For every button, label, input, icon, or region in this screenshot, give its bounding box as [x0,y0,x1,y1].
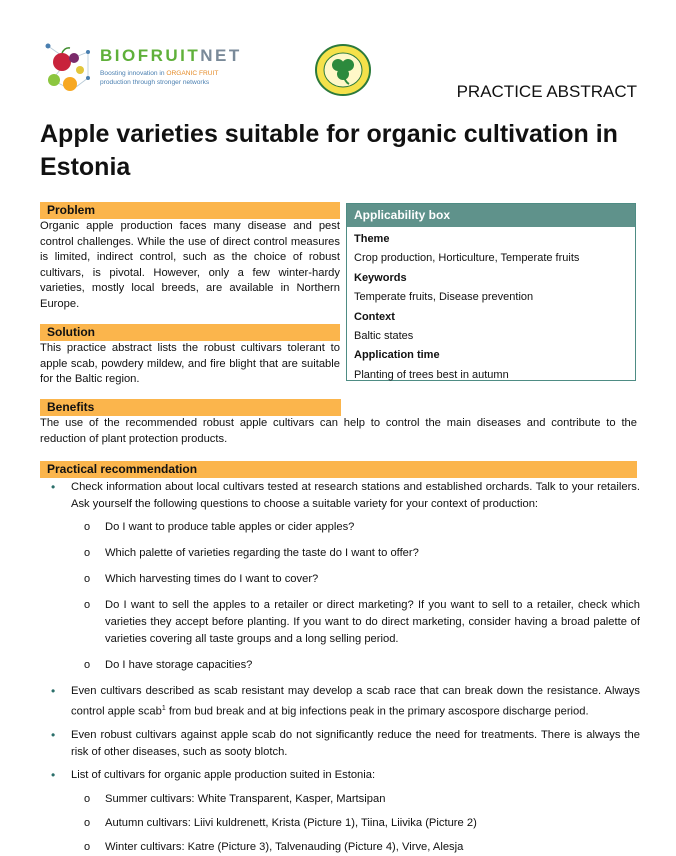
list-item [71,571,640,588]
problem-text: Organic apple production faces many disease and pest control challenges. While the use of direct control measures is limited, indirect control, such as the choice of robust cultivars, is pivotal. However, only a few winter-hardy varieties, mostly local breeds, are available in Northern Europe. [40,220,340,310]
question-text: Do I want to sell the apples to a retailer or direct marketing? If you want to sell to a retailer, check which varieties they accept before planting. If you want to do direct marketing, consider having a broad palette of varieties covering all taste groups and a long selling period. [105,599,640,645]
list-item [40,767,640,856]
logo-wordmark [100,46,242,66]
question-list [71,519,640,674]
cultivar-list [71,791,640,856]
bullet-icon: • [51,727,56,742]
scab-text-b: from bud break and at big infections peak in the primary ascospore discharge period. [165,705,589,718]
context-label: Context [354,310,395,323]
footnote-marker: 1 [161,705,166,712]
circle-bullet-icon: o [84,816,91,829]
logo-wordmark-bio: BIOFRUIT [100,46,201,65]
logo-tagline [100,69,250,87]
context-value: Baltic states [354,329,414,342]
problem-heading: Problem [40,202,340,219]
solution-text: This practice abstract lists the robust cultivars tolerant to apple scab, powdery mildew, and fire blight that are suitable for the Baltic region. [40,342,340,385]
question-text: Do I have storage capacities? [105,659,253,671]
robust-text: Even robust cultivars against apple scab do not significantly reduce the need for treatments. There is always the risk of other diseases, such as sooty blotch. [71,728,640,758]
bullet-icon: • [51,767,56,782]
circle-bullet-icon: o [84,521,91,533]
keywords-label: Keywords [354,271,407,284]
circle-bullet-icon: o [84,599,91,611]
list-item [71,815,640,832]
question-text: Which harvesting times do I want to cover? [105,573,319,585]
keywords-value: Temperate fruits, Disease prevention [354,291,534,304]
application-time-label: Application time [354,349,440,362]
circle-bullet-icon: o [84,792,91,805]
list-item [71,597,640,648]
question-text: Which palette of varieties regarding the taste do I want to offer? [105,547,419,559]
practical-intro: Check information about local cultivars tested at research stations and established orchards. Talk to your retailers. Ask yourself the following questions to choose a suitable variety for your context of production: [71,481,640,510]
circle-bullet-icon: o [84,573,91,585]
applicability-heading: Applicability box [347,204,635,227]
application-time-value: Planting of trees best in autumn [354,368,509,381]
list-item [40,479,640,674]
solution-heading: Solution [40,324,340,341]
logo-wordmark-net: NET [200,46,242,65]
organic-seal-icon [314,44,372,96]
cultivar-text: Summer cultivars: White Transparent, Kasper, Martsipan [105,792,386,805]
scab-text-a: Even cultivars described as scab resistant may develop a scab race that can break down the resistance. Always control apple scab [71,685,640,718]
benefits-text: The use of the recommended robust apple cultivars can help to control the main diseases and contribute to the reduction of plant protection products. [40,417,637,445]
applicability-box [346,203,636,381]
practical-heading: Practical recommendation [40,461,637,478]
cultivar-text: Winter cultivars: Katre (Picture 3), Talvenauding (Picture 4), Virve, Alesja [105,840,464,853]
theme-value: Crop production, Horticulture, Temperate fruits [354,252,580,265]
list-item [71,657,640,674]
biofruitnet-logo-icon [42,40,94,98]
practice-abstract-label: PRACTICE ABSTRACT [456,82,637,101]
practical-list [40,479,640,856]
list-item [71,519,640,536]
question-text: Do I want to produce table apples or cider apples? [105,521,355,533]
list-item [40,727,640,761]
bullet-icon: • [51,480,56,494]
circle-bullet-icon: o [84,659,91,671]
logo-tagline-c: production through stronger networks [100,79,210,86]
bullet-icon: • [51,684,56,698]
theme-label: Theme [354,233,390,245]
list-item [71,791,640,808]
logo-tagline-b: ORGANIC FRUIT [166,70,219,77]
list-item [71,839,640,856]
cultivar-text: Autumn cultivars: Liivi kuldrenett, Krista (Picture 1), Tiina, Liivika (Picture 2) [105,816,477,829]
list-item [71,545,640,562]
logo-tagline-a: Boosting innovation in [100,70,167,77]
circle-bullet-icon: o [84,840,91,853]
circle-bullet-icon: o [84,547,91,559]
cultivar-list-intro: List of cultivars for organic apple production suited in Estonia: [71,768,376,781]
page-title: Apple varieties suitable for organic cultivation in Estonia [40,120,618,181]
benefits-heading: Benefits [40,399,341,416]
list-item [40,683,640,721]
